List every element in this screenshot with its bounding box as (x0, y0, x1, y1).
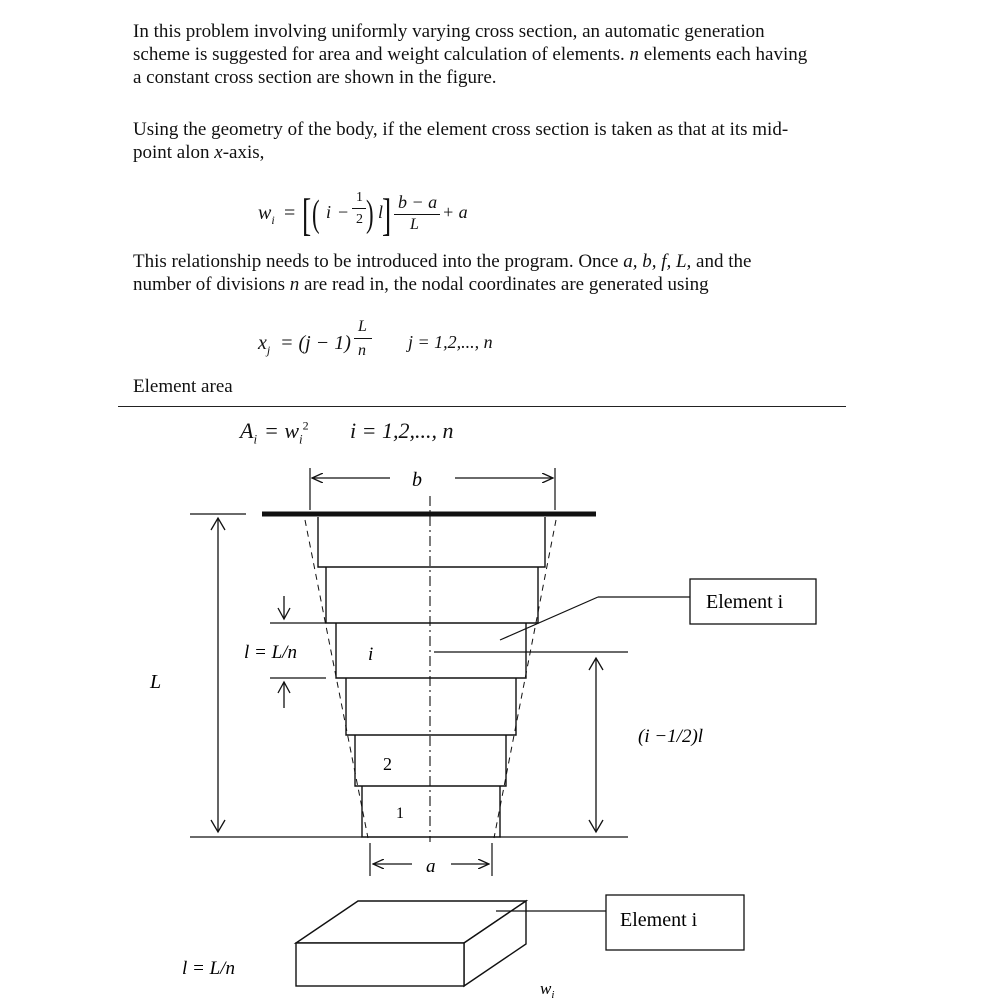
eq-x-lhs: $x_j$ (258, 332, 271, 357)
element-callout-label-2: Element i (620, 909, 698, 931)
stepped-elements (318, 517, 545, 837)
label-L: L (150, 671, 162, 693)
intro-line-3: a constant cross section are shown in the figure. (133, 67, 497, 88)
eq-w-half-num: 1 (356, 190, 363, 205)
element-step-top (318, 517, 545, 567)
eq-a-lhs: $A_i$ (240, 418, 258, 447)
eq-w-frac-num: b − a (398, 192, 438, 212)
eq-x-range: j = 1,2,..., n (408, 332, 493, 352)
element-step-3 (346, 678, 516, 735)
label-mid-height: (i −1/2)l (638, 726, 704, 747)
eq-w-plus-a: + a (442, 202, 468, 222)
eq-w-paren-close: ) (366, 193, 374, 235)
label-element-2: 2 (383, 754, 392, 774)
eq-w-half-den: 2 (356, 212, 363, 227)
label-b: b (412, 469, 422, 491)
eq-x-rhs: = (j − 1) (280, 332, 351, 354)
eq-w-bracket-open: [ (302, 189, 312, 240)
eq-x-den: n (358, 342, 366, 359)
relationship-line-2: number of divisions n are read in, the nodal coordinates are generated using (133, 274, 709, 295)
label-wi: $w_i$ (540, 979, 555, 1001)
element-step-1 (362, 786, 500, 837)
eq-a-range: i = 1,2,..., n (350, 418, 454, 443)
eq-w-minus: − (338, 202, 349, 222)
eq-w-lhs: $w_i$ (258, 202, 275, 227)
slab-front-face (296, 943, 464, 986)
label-a: a (426, 856, 436, 877)
eq-w-paren-open: ( (312, 193, 320, 235)
eq-a-rhs: = $w_i^2$ (264, 418, 309, 447)
geometry-line-2: point alon x-axis, (133, 142, 265, 163)
element-area-label: Element area (133, 376, 233, 397)
eq-w-bracket-close: ] (382, 189, 392, 240)
intro-line-1: In this problem involving uniformly varying cross section, an automatic generation (133, 21, 765, 42)
label-l-eq: l = L/n (244, 642, 297, 663)
eq-w-equals: = (284, 202, 296, 224)
eq-w-i: i (326, 202, 332, 222)
eq-x-num: L (358, 318, 367, 335)
label-l-bottom: l = L/n (182, 958, 235, 979)
element-callout-label-1: Element i (706, 591, 784, 613)
element-slab-3d (296, 901, 526, 986)
element-step-5 (326, 567, 538, 623)
geometry-line-1: Using the geometry of the body, if the element cross section is taken as that at its mid- (133, 119, 789, 140)
intro-line-2: scheme is suggested for area and weight calculation of elements. n elements each having (133, 44, 808, 65)
label-element-1: 1 (396, 805, 404, 822)
element-step-i (336, 623, 526, 678)
relationship-line-1: This relationship needs to be introduced into the program. Once a, b, f, L, and the (133, 251, 752, 272)
eq-w-l: l (378, 202, 384, 222)
element-callout-leader-1b (500, 597, 598, 640)
label-element-i: i (368, 644, 374, 665)
eq-w-frac-den: L (410, 216, 419, 233)
